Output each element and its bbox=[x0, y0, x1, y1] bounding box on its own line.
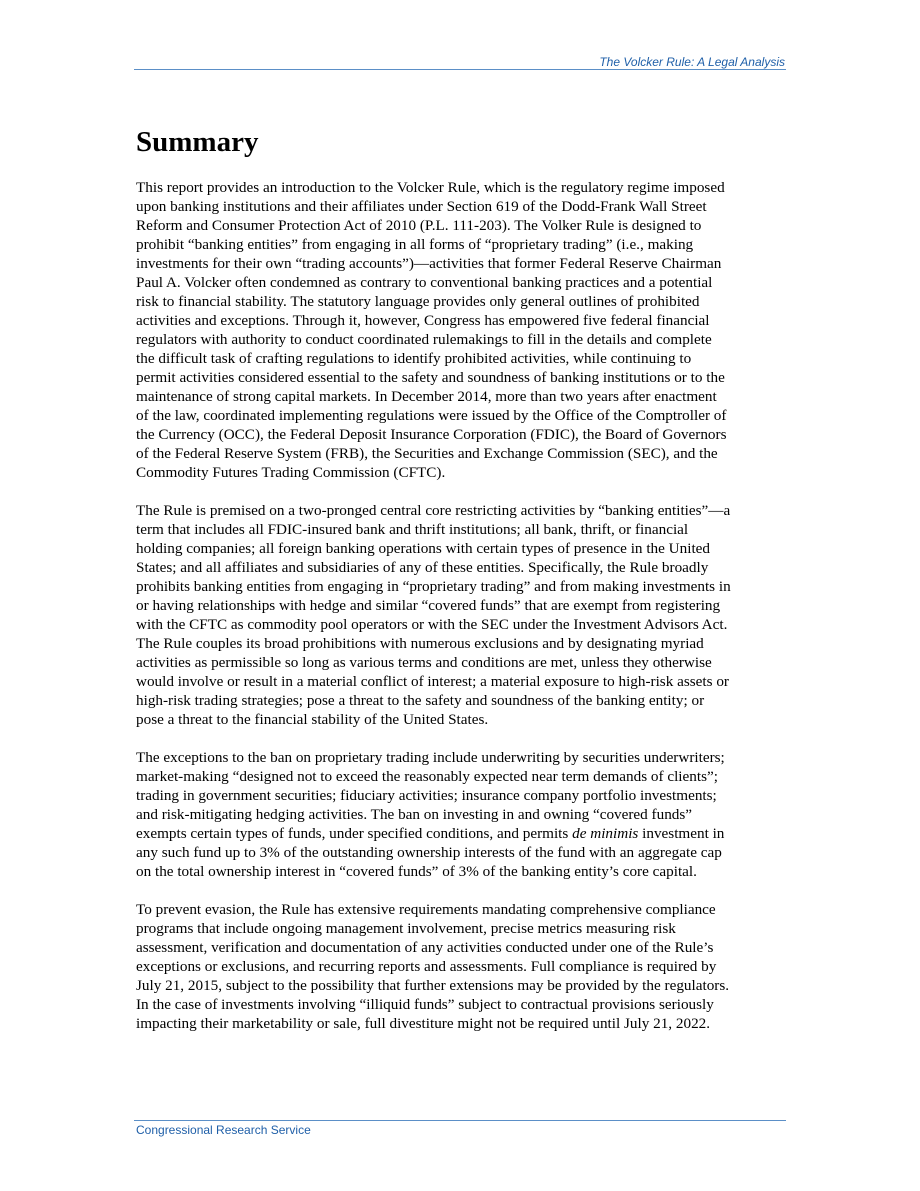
text-line: programs that include ongoing management involvement, precise metrics measuring risk bbox=[136, 920, 676, 937]
text-line: activities and exceptions. Through it, however, Congress has empowered five federal financial bbox=[136, 312, 710, 329]
text-line: Reform and Consumer Protection Act of 2010 (P.L. 111-203). The Volker Rule is designed to bbox=[136, 217, 702, 234]
header-divider bbox=[134, 69, 786, 70]
text-line: The Rule is premised on a two-pronged central core restricting activities by “banking entities”—a bbox=[136, 502, 731, 519]
running-header-title: The Volcker Rule: A Legal Analysis bbox=[599, 55, 785, 69]
text-line: impacting their marketability or sale, full divestiture might not be required until July 21, 2022. bbox=[136, 1015, 711, 1032]
text-line: risk to financial stability. The statutory language provides only general outlines of prohibited bbox=[136, 293, 700, 310]
text-line: of the law, coordinated implementing regulations were issued by the Office of the Comptroller of bbox=[136, 407, 727, 424]
text-line: States; and all affiliates and subsidiaries of any of these entities. Specifically, the Rule broadly bbox=[136, 559, 709, 576]
text-line: pose a threat to the financial stability of the United States. bbox=[136, 711, 489, 728]
text-line: the difficult task of crafting regulations to identify prohibited activities, while continuing to bbox=[136, 350, 692, 367]
paragraph-1 bbox=[136, 178, 788, 482]
text-line: To prevent evasion, the Rule has extensive requirements mandating comprehensive compliance bbox=[136, 901, 716, 918]
text-line: The exceptions to the ban on proprietary trading include underwriting by securities underwriters; bbox=[136, 749, 725, 766]
text-line: maintenance of strong capital markets. In December 2014, more than two years after enactment bbox=[136, 388, 717, 405]
text-line: regulators with authority to conduct coordinated rulemakings to fill in the details and complete bbox=[136, 331, 712, 348]
text-line: Commodity Futures Trading Commission (CFTC). bbox=[136, 464, 446, 481]
text-line: prohibit “banking entities” from engaging in all forms of “proprietary trading” (i.e., making bbox=[136, 236, 694, 253]
footer-divider bbox=[134, 1120, 786, 1121]
text-line: and risk-mitigating hedging activities. The ban on investing in and owning “covered funds” bbox=[136, 806, 693, 823]
text-line: The Rule couples its broad prohibitions with numerous exclusions and by designating myriad bbox=[136, 635, 704, 652]
text-line: on the total ownership interest in “covered funds” of 3% of the banking entity’s core capital. bbox=[136, 863, 697, 880]
text-line: high-risk trading strategies; pose a threat to the safety and soundness of the banking entity; or bbox=[136, 692, 705, 709]
text-line: investments for their own “trading accounts”)—activities that former Federal Reserve Chairman bbox=[136, 255, 722, 272]
text-line: holding companies; all foreign banking operations with certain types of presence in the United bbox=[136, 540, 711, 557]
text-line: July 21, 2015, subject to the possibility that further extensions may be provided by the regulators. bbox=[136, 977, 730, 994]
text-line: exceptions or exclusions, and recurring reports and assessments. Full compliance is required by bbox=[136, 958, 717, 975]
text-line: any such fund up to 3% of the outstanding ownership interests of the fund with an aggregate cap bbox=[136, 844, 722, 861]
text-line: of the Federal Reserve System (FRB), the Securities and Exchange Commission (SEC), and the bbox=[136, 445, 718, 462]
text-fragment: investment in bbox=[638, 825, 725, 842]
paragraph-4 bbox=[136, 900, 788, 1033]
footer-organization: Congressional Research Service bbox=[136, 1123, 311, 1137]
paragraph-2 bbox=[136, 501, 788, 729]
text-line: assessment, verification and documentation of any activities conducted under one of the Rule’s bbox=[136, 939, 714, 956]
text-line: the Currency (OCC), the Federal Deposit Insurance Corporation (FDIC), the Board of Governors bbox=[136, 426, 727, 443]
text-line-with-italic bbox=[136, 824, 788, 843]
page-heading: Summary bbox=[136, 126, 259, 158]
text-line: with the CFTC as commodity pool operators or with the SEC under the Investment Advisors Act. bbox=[136, 616, 728, 633]
text-line: activities as permissible so long as various terms and conditions are met, unless they otherwise bbox=[136, 654, 712, 671]
summary-body bbox=[136, 178, 788, 1052]
text-fragment: exempts certain types of funds, under specified conditions, and permits bbox=[136, 825, 573, 842]
text-line: would involve or result in a material conflict of interest; a material exposure to high-risk assets or bbox=[136, 673, 729, 690]
italic-term: de minimis bbox=[572, 825, 639, 842]
text-line: trading in government securities; fiduciary activities; insurance company portfolio investments; bbox=[136, 787, 717, 804]
text-line: term that includes all FDIC-insured bank and thrift institutions; all bank, thrift, or financial bbox=[136, 521, 689, 538]
text-line: upon banking institutions and their affiliates under Section 619 of the Dodd-Frank Wall Street bbox=[136, 198, 707, 215]
text-line: Paul A. Volcker often condemned as contrary to conventional banking practices and a potential bbox=[136, 274, 713, 291]
paragraph-3 bbox=[136, 748, 788, 881]
text-line: or having relationships with hedge and similar “covered funds” that are exempt from registering bbox=[136, 597, 721, 614]
text-line: In the case of investments involving “illiquid funds” subject to contractual provisions seriously bbox=[136, 996, 714, 1013]
text-line: permit activities considered essential to the safety and soundness of banking institutions or to the bbox=[136, 369, 725, 386]
text-line: This report provides an introduction to the Volcker Rule, which is the regulatory regime imposed bbox=[136, 179, 725, 196]
text-line: market-making “designed not to exceed the reasonably expected near term demands of clients”; bbox=[136, 768, 718, 785]
text-line: prohibits banking entities from engaging in “proprietary trading” and from making investments in bbox=[136, 578, 731, 595]
